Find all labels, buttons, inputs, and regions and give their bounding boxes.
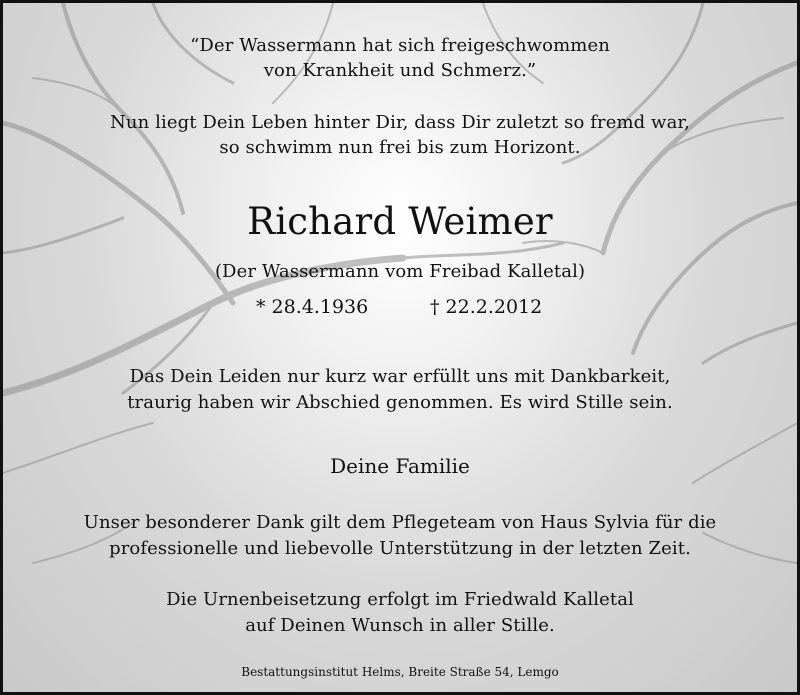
verse-line-2: so schwimm nun frei bis zum Horizont.: [219, 137, 581, 158]
birth-date: * 28.4.1936: [256, 296, 369, 318]
burial-line-2: auf Deinen Wunsch in aller Stille.: [245, 615, 555, 636]
deceased-nickname: (Der Wassermann vom Freibad Kalletal): [214, 261, 586, 282]
gratitude-line-2: traurig haben wir Abschied genommen. Es wird Stille sein.: [127, 392, 673, 413]
life-dates: [3, 296, 797, 322]
death-date: † 22.2.2012: [430, 296, 543, 318]
thanks-line-1: Unser besonderer Dank gilt dem Pflegeteam von Haus Sylvia für die: [83, 512, 717, 533]
gratitude-line-1: Das Dein Leiden nur kurz war erfüllt uns mit Dankbarkeit,: [129, 366, 671, 387]
family-signature: Deine Familie: [330, 454, 470, 478]
burial-line-1: Die Urnenbeisetzung erfolgt im Friedwald Kalletal: [166, 589, 634, 610]
quote-line-2: von Krankheit und Schmerz.”: [263, 60, 537, 81]
thanks-line-2: professionelle und liebevolle Unterstützung in der letzten Zeit.: [109, 538, 691, 559]
verse-line-1: Nun liegt Dein Leben hinter Dir, dass Dir zuletzt so fremd war,: [110, 112, 690, 133]
deceased-name: Richard Weimer: [247, 200, 553, 243]
quote-line-1: “Der Wassermann hat sich freigeschwommen: [190, 35, 610, 56]
funeral-home-footer: Bestattungsinstitut Helms, Breite Straße 54, Lemgo: [241, 665, 559, 679]
